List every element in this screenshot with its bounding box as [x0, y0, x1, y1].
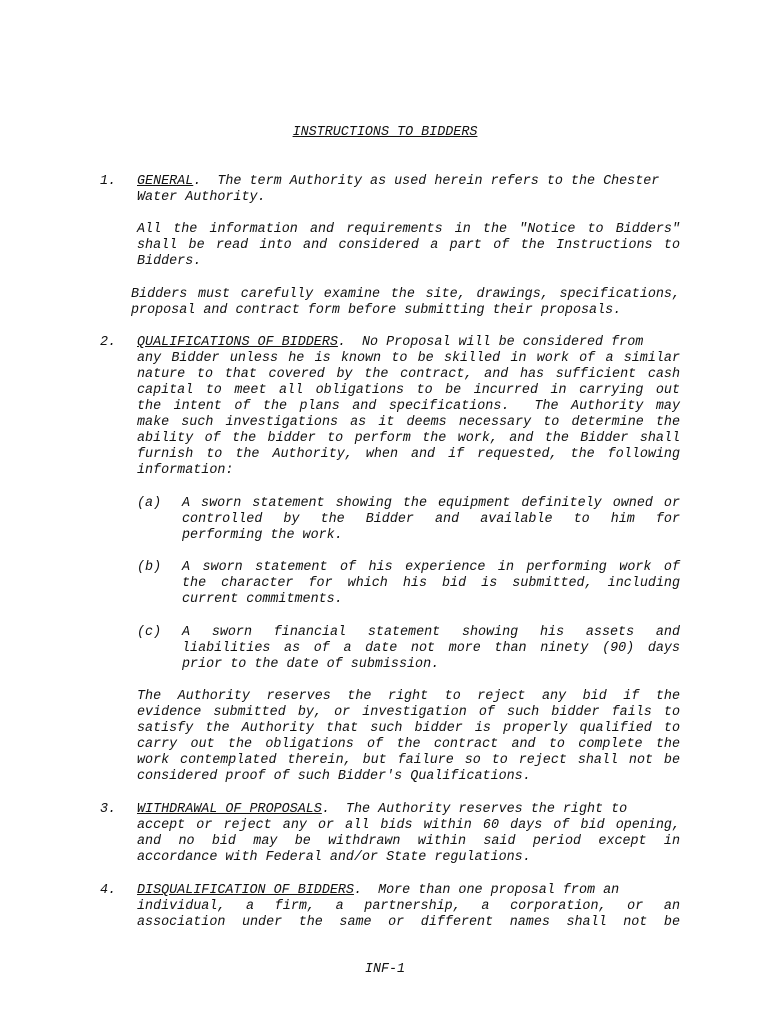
- section-2-heading: QUALIFICATIONS OF BIDDERS: [137, 335, 338, 350]
- section-4-heading: DISQUALIFICATION OF BIDDERS: [137, 883, 354, 898]
- section-2-line-3: capital to meet all obligations to be incurred in carrying out: [137, 383, 680, 398]
- section-1-line-0: . The term Authority as used herein refers to the Chester: [193, 174, 660, 189]
- section-2-closing-line-5: considered proof of such Bidder's Qualifications.: [137, 769, 531, 784]
- section-2-line-0: . No Proposal will be considered from: [337, 335, 644, 350]
- item-c-line-1: liabilities as of a date not more than ninety (90) days: [182, 641, 680, 656]
- section-1-heading: GENERAL: [137, 174, 194, 189]
- section-1-para-1-line-1: shall be read into and considered a part of the Instructions to: [137, 238, 680, 253]
- section-2-line-8: information:: [137, 463, 234, 478]
- item-a-line-1: controlled by the Bidder and available to him for: [182, 512, 680, 527]
- section-4-number: 4.: [100, 883, 117, 898]
- section-1-para-2-line-0: Bidders must carefully examine the site, drawings, specifications,: [131, 287, 680, 302]
- section-3-number: 3.: [100, 802, 117, 817]
- section-2-line-5: make such investigations as it deems necessary to determine the: [137, 415, 680, 430]
- section-1-para-1-line-2: Bidders.: [137, 254, 202, 269]
- item-a-line-2: performing the work.: [182, 528, 343, 543]
- section-2-closing-line-0: The Authority reserves the right to reject any bid if the: [137, 689, 680, 704]
- section-2-line-2: nature to that covered by the contract, and has sufficient cash: [137, 367, 680, 382]
- page-footer: INF-1: [364, 962, 406, 977]
- section-2-number: 2.: [100, 335, 117, 350]
- item-a-line-0: A sworn statement showing the equipment definitely owned or: [182, 496, 680, 511]
- section-3-line-1: accept or reject any or all bids within 60 days of bid opening,: [137, 818, 680, 833]
- section-3-line-3: accordance with Federal and/or State regulations.: [137, 850, 531, 865]
- section-2-closing-line-1: evidence submitted by, or investigation of such bidder fails to: [137, 705, 680, 720]
- section-3-line-2: and no bid may be withdrawn within said period except in: [137, 834, 680, 849]
- item-c-line-2: prior to the date of submission.: [182, 657, 440, 672]
- section-2-line-6: ability of the bidder to perform the work, and the Bidder shall: [137, 431, 680, 446]
- item-c-label: (c): [137, 625, 162, 640]
- section-2-first-line: [137, 335, 680, 351]
- section-1-first-line: [137, 174, 680, 190]
- section-1-para-1-line-0: All the information and requirements in the "Notice to Bidders": [137, 222, 680, 237]
- section-3-first-line: [137, 802, 680, 818]
- section-1-number: 1.: [100, 174, 117, 189]
- section-3-line-0: . The Authority reserves the right to: [321, 802, 628, 817]
- document-title: INSTRUCTIONS TO BIDDERS: [292, 125, 478, 140]
- section-4-line-2: association under the same or different names shall not be: [137, 915, 680, 930]
- item-b-line-0: A sworn statement of his experience in performing work of: [182, 560, 680, 575]
- section-2-closing-line-4: work contemplated therein, but failure so to reject shall not be: [137, 753, 680, 768]
- section-1-para-2-line-1: proposal and contract form before submitting their proposals.: [131, 303, 622, 318]
- item-c-line-0: A sworn financial statement showing his assets and: [182, 625, 680, 640]
- section-2-line-4: the intent of the plans and specifications. The Authority may: [137, 399, 680, 414]
- item-b-line-2: current commitments.: [182, 592, 343, 607]
- section-1-line-1: Water Authority.: [137, 190, 266, 205]
- item-b-line-1: the character for which his bid is submitted, including: [182, 576, 680, 591]
- section-2-closing-line-3: carry out the obligations of the contract and to complete the: [137, 737, 680, 752]
- section-2-line-1: any Bidder unless he is known to be skilled in work of a similar: [137, 351, 680, 366]
- section-3-heading: WITHDRAWAL OF PROPOSALS: [137, 802, 322, 817]
- section-2-line-7: furnish to the Authority, when and if requested, the following: [137, 447, 680, 462]
- item-b-label: (b): [137, 560, 162, 575]
- section-4-line-0: . More than one proposal from an: [353, 883, 620, 898]
- section-4-line-1: individual, a firm, a partnership, a corporation, or an: [137, 899, 680, 914]
- section-2-closing-line-2: satisfy the Authority that such bidder is properly qualified to: [137, 721, 680, 736]
- item-a-label: (a): [137, 496, 162, 511]
- section-4-first-line: [137, 883, 680, 899]
